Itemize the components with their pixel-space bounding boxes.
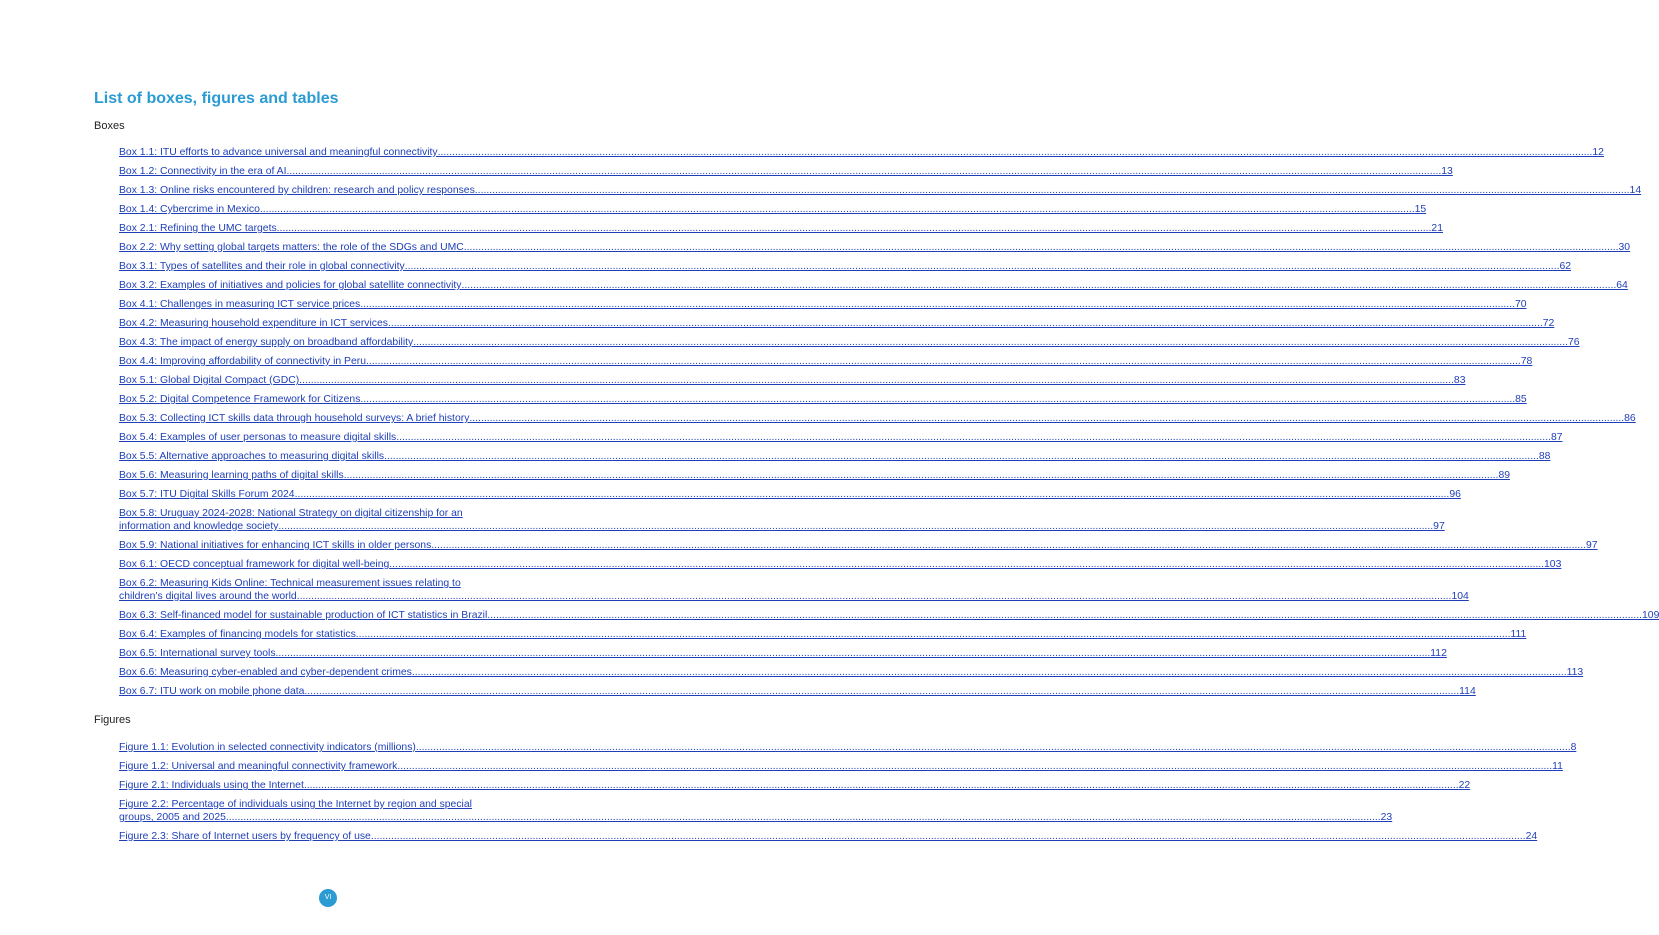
toc-entry-text: Box 6.7: ITU work on mobile phone data bbox=[119, 686, 305, 697]
dot-leader: ................................................................................................................................................................................................................................................................................................................................................................................................................ bbox=[275, 648, 1431, 659]
toc-entry-page-number: 97 bbox=[1586, 540, 1598, 551]
dot-leader: ................................................................................................................................................................................................................................................................................................................................................................................................................ bbox=[294, 489, 1450, 500]
dot-leader: ................................................................................................................................................................................................................................................................................................................................................................................................................ bbox=[299, 375, 1454, 386]
toc-entry-link[interactable] bbox=[119, 685, 1476, 698]
toc-entry-text: Box 4.1: Challenges in measuring ICT service prices bbox=[119, 299, 361, 310]
toc-entry-page-number: 22 bbox=[1458, 780, 1471, 791]
toc-entry-page-number: 70 bbox=[1514, 299, 1527, 310]
toc-entry-first-line: Figure 2.2: Percentage of individuals using the Internet by region and special bbox=[119, 799, 472, 810]
toc-entry-link[interactable] bbox=[119, 609, 1659, 622]
section-heading-figures: Figures bbox=[94, 714, 131, 726]
dot-leader: ................................................................................................................................................................................................................................................................................................................................................................................................................ bbox=[360, 394, 1516, 405]
section-heading-boxes: Boxes bbox=[94, 120, 125, 132]
toc-entry-page-number: 104 bbox=[1451, 591, 1469, 602]
toc-entry-link[interactable] bbox=[119, 488, 1461, 501]
dot-leader: ................................................................................................................................................................................................................................................................................................................................................................................................................ bbox=[355, 629, 1511, 640]
toc-entry-page-number: 11 bbox=[1552, 761, 1563, 772]
dot-leader: ................................................................................................................................................................................................................................................................................................................................................................................................................ bbox=[411, 667, 1567, 678]
toc-entry-page-number: 78 bbox=[1520, 356, 1533, 367]
toc-entry-link[interactable] bbox=[119, 577, 1469, 603]
dot-leader: ................................................................................................................................................................................................................................................................................................................................................................................................................ bbox=[225, 812, 1381, 823]
toc-entry-link[interactable] bbox=[119, 298, 1527, 311]
toc-entry-page-number: 109 bbox=[1642, 610, 1659, 621]
toc-entry-page-number: 76 bbox=[1567, 337, 1580, 348]
toc-entry-text: Box 6.5: International survey tools bbox=[119, 648, 276, 659]
dot-leader: ................................................................................................................................................................................................................................................................................................................................................................................................................ bbox=[296, 591, 1452, 602]
toc-entry-page-number: 88 bbox=[1538, 451, 1551, 462]
dot-leader: ................................................................................................................................................................................................................................................................................................................................................................................................................ bbox=[276, 223, 1432, 234]
toc-entry-link[interactable] bbox=[119, 355, 1533, 368]
toc-entry-link[interactable] bbox=[119, 203, 1427, 216]
dot-leader: ................................................................................................................................................................................................................................................................................................................................................................................................................ bbox=[396, 432, 1551, 443]
toc-entry-link[interactable] bbox=[119, 507, 1445, 533]
toc-entry-page-number: 86 bbox=[1624, 413, 1636, 424]
toc-entry-text: Box 5.7: ITU Digital Skills Forum 2024 bbox=[119, 489, 295, 500]
dot-leader: ................................................................................................................................................................................................................................................................................................................................................................................................................ bbox=[343, 470, 1499, 481]
toc-entry-link[interactable] bbox=[119, 647, 1447, 660]
toc-entry-text: Box 5.9: National initiatives for enhancing ICT skills in older persons bbox=[119, 540, 432, 551]
toc-entry-page-number: 14 bbox=[1629, 185, 1642, 196]
toc-entry-page-number: 103 bbox=[1544, 559, 1562, 570]
toc-entry-text: Box 5.4: Examples of user personas to measure digital skills bbox=[119, 432, 397, 443]
toc-entry-page-number: 30 bbox=[1618, 242, 1631, 253]
toc-entry-link[interactable] bbox=[119, 798, 1393, 824]
dot-leader: ................................................................................................................................................................................................................................................................................................................................................................................................................ bbox=[474, 185, 1630, 196]
toc-entry-text: Figure 1.1: Evolution in selected connectivity indicators (millions) bbox=[119, 742, 416, 753]
dot-leader: ................................................................................................................................................................................................................................................................................................................................................................................................................ bbox=[469, 413, 1625, 424]
toc-entry-text: Box 3.2: Examples of initiatives and policies for global satellite connectivity bbox=[119, 280, 462, 291]
toc-entry-text: Box 6.3: Self-financed model for sustainable production of ICT statistics in Brazil bbox=[119, 610, 488, 621]
toc-entry-text: Box 4.2: Measuring household expenditure in ICT services bbox=[119, 318, 388, 329]
toc-entry-link[interactable] bbox=[119, 222, 1443, 235]
toc-entry-text: Box 1.1: ITU efforts to advance universal and meaningful connectivity bbox=[119, 147, 438, 158]
toc-entry-link[interactable] bbox=[119, 336, 1580, 349]
toc-entry-link[interactable] bbox=[119, 431, 1563, 444]
toc-entry-text: groups, 2005 and 2025 bbox=[119, 812, 226, 823]
toc-entry-link[interactable] bbox=[119, 666, 1584, 679]
toc-entry-link[interactable] bbox=[119, 760, 1563, 773]
toc-entry-page-number: 13 bbox=[1441, 166, 1453, 177]
toc-entry-link[interactable] bbox=[119, 450, 1551, 463]
dot-leader: ................................................................................................................................................................................................................................................................................................................................................................................................................ bbox=[387, 318, 1543, 329]
toc-entry-text: Box 4.4: Improving affordability of connectivity in Peru bbox=[119, 356, 367, 367]
toc-entry-link[interactable] bbox=[119, 165, 1453, 178]
toc-entry-link[interactable] bbox=[119, 539, 1598, 552]
toc-entry-link[interactable] bbox=[119, 558, 1562, 571]
dot-leader: ................................................................................................................................................................................................................................................................................................................................................................................................................ bbox=[360, 299, 1515, 310]
toc-entry-page-number: 8 bbox=[1570, 742, 1577, 753]
toc-entry-link[interactable] bbox=[119, 184, 1642, 197]
toc-entry-text: Figure 1.2: Universal and meaningful connectivity framework bbox=[119, 761, 398, 772]
dot-leader: ................................................................................................................................................................................................................................................................................................................................................................................................................ bbox=[259, 204, 1415, 215]
dot-leader: ................................................................................................................................................................................................................................................................................................................................................................................................................ bbox=[431, 540, 1587, 551]
toc-entry-link[interactable] bbox=[119, 260, 1572, 273]
toc-entry-text: Box 2.1: Refining the UMC targets bbox=[119, 223, 277, 234]
toc-entry-text: Box 6.6: Measuring cyber-enabled and cyber-dependent crimes bbox=[119, 667, 412, 678]
toc-entry-text: Box 6.4: Examples of financing models for statistics bbox=[119, 629, 356, 640]
toc-entry-text: Box 5.3: Collecting ICT skills data through household surveys: A brief history bbox=[119, 413, 470, 424]
toc-entry-link[interactable] bbox=[119, 241, 1631, 254]
toc-entry-page-number: 12 bbox=[1592, 147, 1604, 158]
toc-entry-page-number: 96 bbox=[1449, 489, 1461, 500]
page-title: List of boxes, figures and tables bbox=[94, 90, 339, 107]
dot-leader: ................................................................................................................................................................................................................................................................................................................................................................................................................ bbox=[303, 780, 1459, 791]
toc-entry-text: Box 1.2: Connectivity in the era of AI bbox=[119, 166, 287, 177]
toc-entry-link[interactable] bbox=[119, 469, 1510, 482]
toc-entry-text: Box 1.4: Cybercrime in Mexico bbox=[119, 204, 260, 215]
toc-entry-page-number: 85 bbox=[1515, 394, 1527, 405]
dot-leader: ................................................................................................................................................................................................................................................................................................................................................................................................................ bbox=[370, 831, 1526, 842]
toc-entry-text: Box 6.1: OECD conceptual framework for digital well-being bbox=[119, 559, 390, 570]
toc-entry-page-number: 21 bbox=[1431, 223, 1443, 234]
dot-leader: ................................................................................................................................................................................................................................................................................................................................................................................................................ bbox=[397, 761, 1553, 772]
toc-entry-text: Box 1.3: Online risks encountered by children: research and policy responses bbox=[119, 185, 475, 196]
toc-entry-text: Box 2.2: Why setting global targets matters: the role of the SDGs and UMC bbox=[119, 242, 464, 253]
toc-entry-page-number: 113 bbox=[1566, 667, 1584, 678]
toc-entry-text: children’s digital lives around the world bbox=[119, 591, 297, 602]
toc-entry-link[interactable] bbox=[119, 279, 1628, 292]
toc-entry-text: Box 3.1: Types of satellites and their role in global connectivity bbox=[119, 261, 405, 272]
dot-leader: ................................................................................................................................................................................................................................................................................................................................................................................................................ bbox=[286, 166, 1442, 177]
dot-leader: ................................................................................................................................................................................................................................................................................................................................................................................................................ bbox=[413, 337, 1568, 348]
toc-entry-text: Figure 2.3: Share of Internet users by frequency of use bbox=[119, 831, 371, 842]
dot-leader: ................................................................................................................................................................................................................................................................................................................................................................................................................ bbox=[461, 280, 1617, 291]
dot-leader: ................................................................................................................................................................................................................................................................................................................................................................................................................ bbox=[404, 261, 1560, 272]
toc-entry-link[interactable] bbox=[119, 779, 1471, 792]
toc-entry-link[interactable] bbox=[119, 741, 1577, 754]
toc-entry-page-number: 24 bbox=[1525, 831, 1538, 842]
toc-entry-page-number: 83 bbox=[1453, 375, 1466, 386]
page-number-badge: VI bbox=[319, 889, 337, 907]
toc-entry-link[interactable] bbox=[119, 412, 1636, 425]
toc-entry-page-number: 97 bbox=[1433, 521, 1445, 532]
figures-list bbox=[119, 741, 1577, 849]
toc-entry-page-number: 62 bbox=[1559, 261, 1572, 272]
boxes-list bbox=[119, 146, 1659, 704]
toc-entry-page-number: 64 bbox=[1616, 280, 1628, 291]
dot-leader: ................................................................................................................................................................................................................................................................................................................................................................................................................ bbox=[304, 686, 1460, 697]
dot-leader: ................................................................................................................................................................................................................................................................................................................................................................................................................ bbox=[384, 451, 1539, 462]
toc-entry-page-number: 23 bbox=[1380, 812, 1393, 823]
toc-entry-link[interactable] bbox=[119, 374, 1466, 387]
toc-entry-text: Box 5.6: Measuring learning paths of digital skills bbox=[119, 470, 344, 481]
toc-entry-page-number: 87 bbox=[1550, 432, 1563, 443]
dot-leader: ................................................................................................................................................................................................................................................................................................................................................................................................................ bbox=[415, 742, 1571, 753]
toc-entry-page-number: 112 bbox=[1430, 648, 1447, 659]
toc-entry-text: Box 5.1: Global Digital Compact (GDC) bbox=[119, 375, 300, 386]
toc-entry-text: Box 5.5: Alternative approaches to measuring digital skills bbox=[119, 451, 385, 462]
dot-leader: ................................................................................................................................................................................................................................................................................................................................................................................................................ bbox=[366, 356, 1521, 367]
dot-leader: ................................................................................................................................................................................................................................................................................................................................................................................................................ bbox=[278, 521, 1434, 532]
dot-leader: ................................................................................................................................................................................................................................................................................................................................................................................................................ bbox=[437, 147, 1593, 158]
toc-entry-link[interactable] bbox=[119, 393, 1527, 406]
dot-leader: ................................................................................................................................................................................................................................................................................................................................................................................................................ bbox=[389, 559, 1545, 570]
toc-entry-link[interactable] bbox=[119, 628, 1527, 641]
toc-entry-text: Figure 2.1: Individuals using the Internet bbox=[119, 780, 304, 791]
toc-entry-page-number: 111 bbox=[1510, 629, 1527, 640]
toc-entry-first-line: Box 6.2: Measuring Kids Online: Technical measurement issues relating to bbox=[119, 578, 461, 589]
toc-entry-link[interactable] bbox=[119, 146, 1604, 159]
toc-entry-page-number: 89 bbox=[1498, 470, 1510, 481]
toc-entry-text: Box 4.3: The impact of energy supply on broadband affordability bbox=[119, 337, 414, 348]
toc-entry-page-number: 72 bbox=[1542, 318, 1555, 329]
dot-leader: ................................................................................................................................................................................................................................................................................................................................................................................................................ bbox=[463, 242, 1619, 253]
dot-leader: ................................................................................................................................................................................................................................................................................................................................................................................................................ bbox=[487, 610, 1643, 621]
toc-entry-page-number: 15 bbox=[1414, 204, 1427, 215]
toc-entry-link[interactable] bbox=[119, 317, 1555, 330]
toc-entry-text: Box 5.2: Digital Competence Framework for Citizens bbox=[119, 394, 361, 405]
toc-entry-link[interactable] bbox=[119, 830, 1538, 843]
toc-entry-text: information and knowledge society bbox=[119, 521, 279, 532]
toc-entry-page-number: 114 bbox=[1459, 686, 1476, 697]
toc-entry-first-line: Box 5.8: Uruguay 2024-2028: National Strategy on digital citizenship for an bbox=[119, 508, 463, 519]
